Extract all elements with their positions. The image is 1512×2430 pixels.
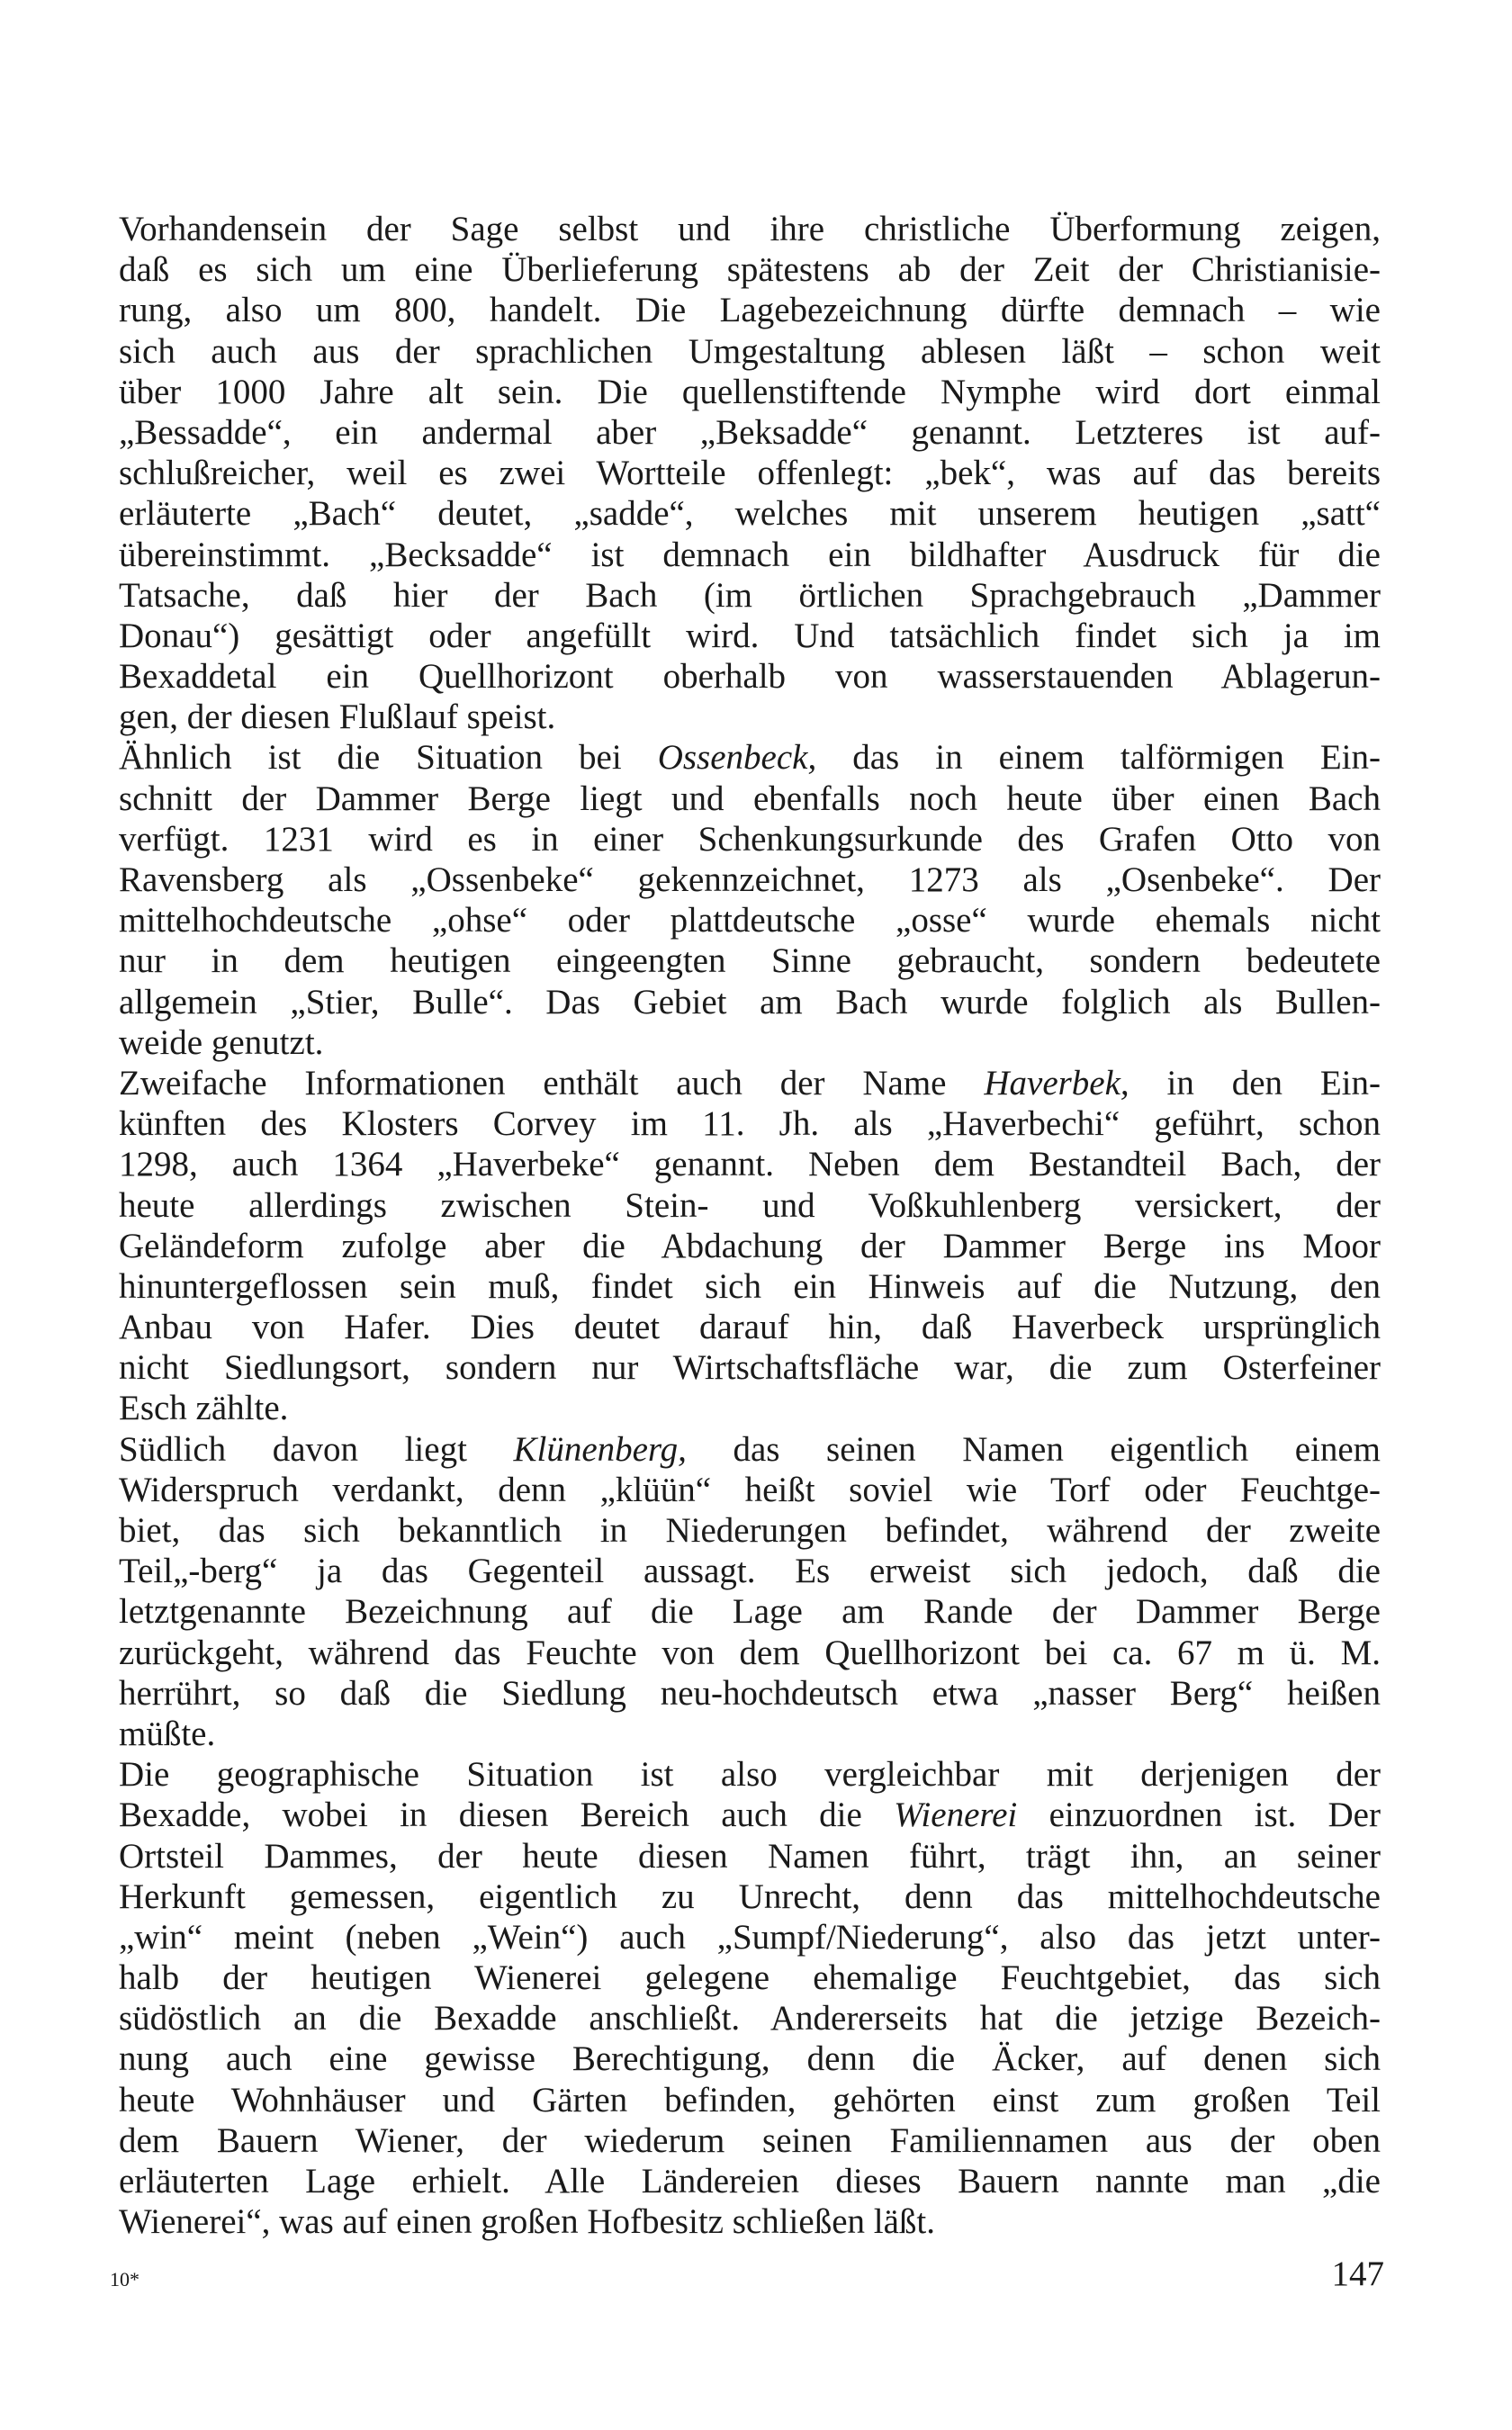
text-line (119, 2038, 1381, 2079)
text-line (119, 1307, 1381, 1347)
text-line (119, 2080, 1381, 2120)
paragraph (119, 1063, 1381, 1429)
text-segment: heute Wohnhäuser und Gärten befinden, gehörten einst zum großen Teil (119, 2080, 1381, 2120)
text-segment: südöstlich an die Bexadde anschließt. Andererseits hat die jetzige Bezeich- (119, 1999, 1381, 2038)
paragraph (119, 209, 1381, 737)
text-line (119, 616, 1381, 656)
page-body (119, 209, 1381, 2242)
text-line (119, 1591, 1381, 1632)
text-line (119, 737, 1381, 778)
text-segment: schnitt der Dammer Berge liegt und ebenfalls noch heute über einen Bach (119, 778, 1381, 818)
text-line (119, 900, 1381, 940)
paragraph (119, 1754, 1381, 2242)
text-line (119, 1836, 1381, 1876)
text-line (119, 1103, 1381, 1144)
text-segment: Widerspruch verdankt, denn „klüün“ heißt soviel wie Torf oder Feuchtge- (119, 1470, 1381, 1509)
text-line (119, 1917, 1381, 1958)
text-line (119, 1185, 1381, 1226)
text-segment: „win“ meint (neben „Wein“) auch „Sumpf/Niederung“, also das jetzt unter- (119, 1917, 1381, 1957)
text-line (119, 493, 1381, 534)
text-segment: Anbau von Hafer. Dies deutet darauf hin, daß Haverbeck ursprünglich (119, 1308, 1381, 1347)
text-segment: Tatsache, daß hier der Bach (im örtlichen Sprachgebrauch „Dammer (119, 575, 1381, 615)
text-segment: dem Bauern Wiener, der wiederum seinen Familiennamen aus der oben (119, 2120, 1381, 2160)
text-line (119, 1144, 1381, 1184)
text-segment: gen, der diesen Flußlauf speist. (119, 698, 556, 737)
text-line (119, 1429, 1381, 1470)
text-line (119, 2201, 1381, 2242)
place-name: Ossenbeck, (657, 738, 817, 778)
text-segment: Ähnlich ist die Situation bei (119, 738, 658, 778)
text-segment: Teil„-berg“ ja das Gegenteil aussagt. Es erweist sich jedoch, daß die (119, 1552, 1381, 1591)
text-line (119, 656, 1381, 697)
place-name: Klünenberg, (513, 1429, 687, 1469)
text-line (119, 1714, 1381, 1754)
text-line (119, 535, 1381, 575)
text-segment: künften des Klosters Corvey im 11. Jh. als „Haverbechi“ geführt, schon (119, 1104, 1381, 1144)
text-line (119, 1510, 1381, 1551)
text-segment: Bexaddetal ein Quellhorizont oberhalb von wasserstauenden Ablagerun- (119, 657, 1381, 697)
text-segment: Zweifache Informationen enthält auch der Name (119, 1063, 985, 1102)
text-segment: halb der heutigen Wienerei gelegene ehemalige Feuchtgebiet, das sich (119, 1958, 1381, 1998)
text-line (119, 940, 1381, 981)
text-line (119, 860, 1381, 900)
text-segment: das seinen Namen eigentlich einem (686, 1429, 1381, 1469)
place-name: Haverbek, (984, 1063, 1130, 1102)
text-segment: weide genutzt. (119, 1022, 324, 1062)
text-line (119, 290, 1381, 330)
text-segment: einzuordnen ist. Der (1017, 1796, 1381, 1835)
text-line (119, 575, 1381, 616)
text-line (119, 1795, 1381, 1835)
text-segment: letztgenannte Bezeichnung auf die Lage am Rande der Dammer Berge (119, 1592, 1381, 1632)
text-line (119, 1551, 1381, 1591)
text-segment: nung auch eine gewisse Berechtigung, denn die Äcker, auf denen sich (119, 2039, 1381, 2079)
printer-signature-mark: 10* (110, 2268, 140, 2290)
text-line (119, 1673, 1381, 1714)
text-line (119, 1876, 1381, 1917)
text-line (119, 249, 1381, 290)
text-segment: Wienerei“, was auf einen großen Hofbesitz schließen läßt. (119, 2202, 935, 2242)
text-line (119, 1633, 1381, 1673)
text-segment: rung, also um 800, handelt. Die Lagebezeichnung dürfte demnach – wie (119, 291, 1381, 330)
text-segment: daß es sich um eine Überlieferung spätestens ab der Zeit der Christianisie- (119, 250, 1381, 290)
text-segment: heute allerdings zwischen Stein- und Voßkuhlenberg versickert, der (119, 1185, 1381, 1225)
text-line (119, 372, 1381, 412)
text-line (119, 1022, 1381, 1063)
text-line (119, 982, 1381, 1022)
text-line (119, 1958, 1381, 1998)
text-segment: Geländeform zufolge aber die Abdachung der Dammer Berge ins Moor (119, 1226, 1381, 1265)
text-segment: 1298, auch 1364 „Haverbeke“ genannt. Neben dem Bestandteil Bach, der (119, 1145, 1381, 1184)
text-segment: nicht Siedlungsort, sondern nur Wirtschaftsfläche war, die zum Osterfeiner (119, 1348, 1381, 1388)
text-segment: Donau“) gesättigt oder angefüllt wird. Und tatsächlich findet sich ja im (119, 616, 1381, 655)
text-segment: Esch zählte. (119, 1389, 289, 1428)
text-line (119, 1388, 1381, 1428)
text-line (119, 412, 1381, 453)
text-segment: Die geographische Situation ist also vergleichbar mit derjenigen der (119, 1755, 1381, 1795)
text-segment: allgemein „Stier, Bulle“. Das Gebiet am Bach wurde folglich als Bullen- (119, 982, 1381, 1022)
text-segment: erläuterte „Bach“ deutet, „sadde“, welches mit unserem heutigen „satt“ (119, 494, 1381, 534)
text-segment: das in einem talförmigen Ein- (816, 738, 1381, 778)
text-line (119, 1998, 1381, 2038)
text-segment: mittelhochdeutsche „ohse“ oder plattdeutsche „osse“ wurde ehemals nicht (119, 901, 1381, 940)
text-segment: erläuterten Lage erhielt. Alle Ländereien dieses Bauern nannte man „die (119, 2162, 1381, 2200)
text-line (119, 1347, 1381, 1388)
text-line (119, 819, 1381, 860)
text-segment: hinuntergeflossen sein muß, findet sich ein Hinweis auf die Nutzung, den (119, 1266, 1381, 1306)
text-line (119, 778, 1381, 819)
text-line (119, 1754, 1381, 1795)
place-name: Wienerei (894, 1796, 1018, 1835)
text-line (119, 1470, 1381, 1510)
text-segment: in den Ein- (1129, 1063, 1381, 1102)
text-segment: Bexadde, wobei in diesen Bereich auch die (119, 1796, 895, 1835)
paragraph (119, 1429, 1381, 1755)
text-segment: übereinstimmt. „Becksadde“ ist demnach ein bildhafter Ausdruck für die (119, 535, 1381, 574)
text-segment: nur in dem heutigen eingeengten Sinne gebraucht, sondern bedeutete (119, 941, 1381, 981)
text-line (119, 2161, 1381, 2201)
text-segment: zurückgeht, während das Feuchte von dem Quellhorizont bei ca. 67 m ü. M. (119, 1633, 1381, 1672)
text-line (119, 331, 1381, 372)
paragraph (119, 737, 1381, 1063)
text-segment: biet, das sich bekanntlich in Niederungen befindet, während der zweite (119, 1511, 1381, 1550)
text-line (119, 2120, 1381, 2161)
page-number: 147 (1331, 2254, 1384, 2293)
text-segment: Ortsteil Dammes, der heute diesen Namen führt, trägt ihn, an seiner (119, 1836, 1381, 1876)
text-line (119, 1266, 1381, 1307)
text-segment: Vorhandensein der Sage selbst und ihre christliche Überformung zeigen, (119, 210, 1381, 248)
text-segment: sich auch aus der sprachlichen Umgestaltung ablesen läßt – schon weit (119, 331, 1381, 371)
text-line (119, 697, 1381, 737)
text-segment: herrührt, so daß die Siedlung neu-hochdeutsch etwa „nasser Berg“ heißen (119, 1673, 1381, 1713)
text-segment: „Bessadde“, ein andermal aber „Beksadde“ genannt. Letzteres ist auf- (119, 412, 1381, 452)
text-segment: Ravensberg als „Ossenbeke“ gekennzeichnet, 1273 als „Osenbeke“. Der (119, 860, 1381, 899)
text-line (119, 1226, 1381, 1266)
text-segment: über 1000 Jahre alt sein. Die quellenstiftende Nymphe wird dort einmal (119, 372, 1381, 411)
text-line (119, 453, 1381, 493)
text-segment: schlußreicher, weil es zwei Wortteile offenlegt: „bek“, was auf das bereits (119, 454, 1381, 493)
text-segment: Herkunft gemessen, eigentlich zu Unrecht, denn das mittelhochdeutsche (119, 1876, 1381, 1916)
text-segment: verfügt. 1231 wird es in einer Schenkungsurkunde des Grafen Otto von (119, 819, 1381, 859)
text-segment: Südlich davon liegt (119, 1429, 514, 1469)
text-line (119, 1063, 1381, 1103)
text-segment: müßte. (119, 1714, 216, 1753)
text-line (119, 209, 1381, 249)
